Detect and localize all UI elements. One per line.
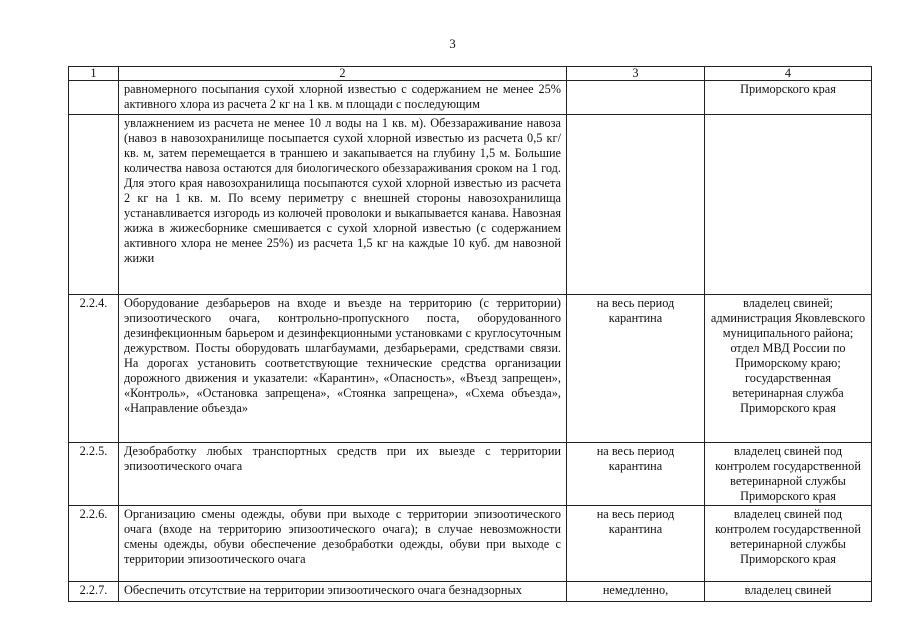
measure-text: увлажнением из расчета не менее 10 л воды на 1 кв. м). Обеззараживание навоза (навоз в навозохранилище посыпается сухой хлорной известью из расчета 0,5 кг/кв. м, затем перемещается в траншею и закапывается на глубину 1,5 м. Большие количества навоза остаются для биологического обеззараживания сроком на 1 год. Для этого края навозохранилища посыпаются сухой хлорной известью из расчета 2 кг на 1 кв. м. По всему периметру с внешней стороны навозохранилища устанавливается изгородь из колючей проволоки и выкапывается канава. Навозная жижа в жижесборнике смешивается с сухой хлорной известью (с содержанием активного хлора не менее 25%) из расчета 1,5 кг на каждые 10 куб. дм навозной жижи	[119, 115, 567, 295]
period-text: на весь период карантина	[567, 443, 705, 506]
row-number: 2.2.6.	[69, 506, 119, 582]
responsible-text: владелец свиней; администрация Яковлевского муниципального района; отдел МВД России по Приморскому краю; государственная ветеринарная служба Приморского края	[705, 295, 872, 443]
measure-text: Организацию смены одежды, обуви при выходе с территории эпизоотического очага (входе на территорию эпизоотического очага); в случае невозможности смены одежды, обуви обеспечение дезобработки одежды, обуви при выходе с территории эпизоотического очага	[119, 506, 567, 582]
table-row	[69, 443, 872, 506]
column-header-4: 4	[705, 67, 872, 81]
responsible-text: Приморского края	[705, 81, 872, 115]
period-text: немедленно,	[567, 582, 705, 602]
page-number: 3	[449, 36, 456, 51]
period-text	[567, 115, 705, 295]
table-row	[69, 81, 872, 115]
table-header-row	[69, 67, 872, 81]
row-number: 2.2.5.	[69, 443, 119, 506]
period-text: на весь период карантина	[567, 506, 705, 582]
column-header-3: 3	[567, 67, 705, 81]
measure-text: Оборудование дезбарьеров на входе и въезде на территорию (с территории) эпизоотического очага, контрольно-пропускного поста, оборудованного дезинфекционным барьером и дезинфекционными установками с круглосуточным дежурством. Посты оборудовать шлагбаумами, дезбарьерами, средствами связи. На дорогах установить соответствующие технические средства организации дорожного движения и указатели: «Карантин», «Опасность», «Въезд запрещен», «Контроль», «Остановка запрещена», «Стоянка запрещена», «Схема объезда», «Направление объезда»	[119, 295, 567, 443]
responsible-text: владелец свиней под контролем государственной ветеринарной службы Приморского края	[705, 443, 872, 506]
responsible-text: владелец свиней под контролем государственной ветеринарной службы Приморского края	[705, 506, 872, 582]
row-number: 2.2.7.	[69, 582, 119, 602]
measure-text: Обеспечить отсутствие на территории эпизоотического очага безнадзорных	[119, 582, 567, 602]
row-number: 2.2.4.	[69, 295, 119, 443]
column-header-2: 2	[119, 67, 567, 81]
column-header-1: 1	[69, 67, 119, 81]
row-number	[69, 81, 119, 115]
table-row	[69, 115, 872, 295]
period-text	[567, 81, 705, 115]
table-row	[69, 506, 872, 582]
measures-table	[68, 66, 872, 602]
measure-text: Дезобработку любых транспортных средств при их выезде с территории эпизоотического очага	[119, 443, 567, 506]
measure-text: равномерного посыпания сухой хлорной известью с содержанием не менее 25% активного хлора из расчета 2 кг на 1 кв. м площади с последующим	[119, 81, 567, 115]
responsible-text	[705, 115, 872, 295]
table-row	[69, 582, 872, 602]
period-text: на весь период карантина	[567, 295, 705, 443]
row-number	[69, 115, 119, 295]
responsible-text: владелец свиней	[705, 582, 872, 602]
table-row	[69, 295, 872, 443]
